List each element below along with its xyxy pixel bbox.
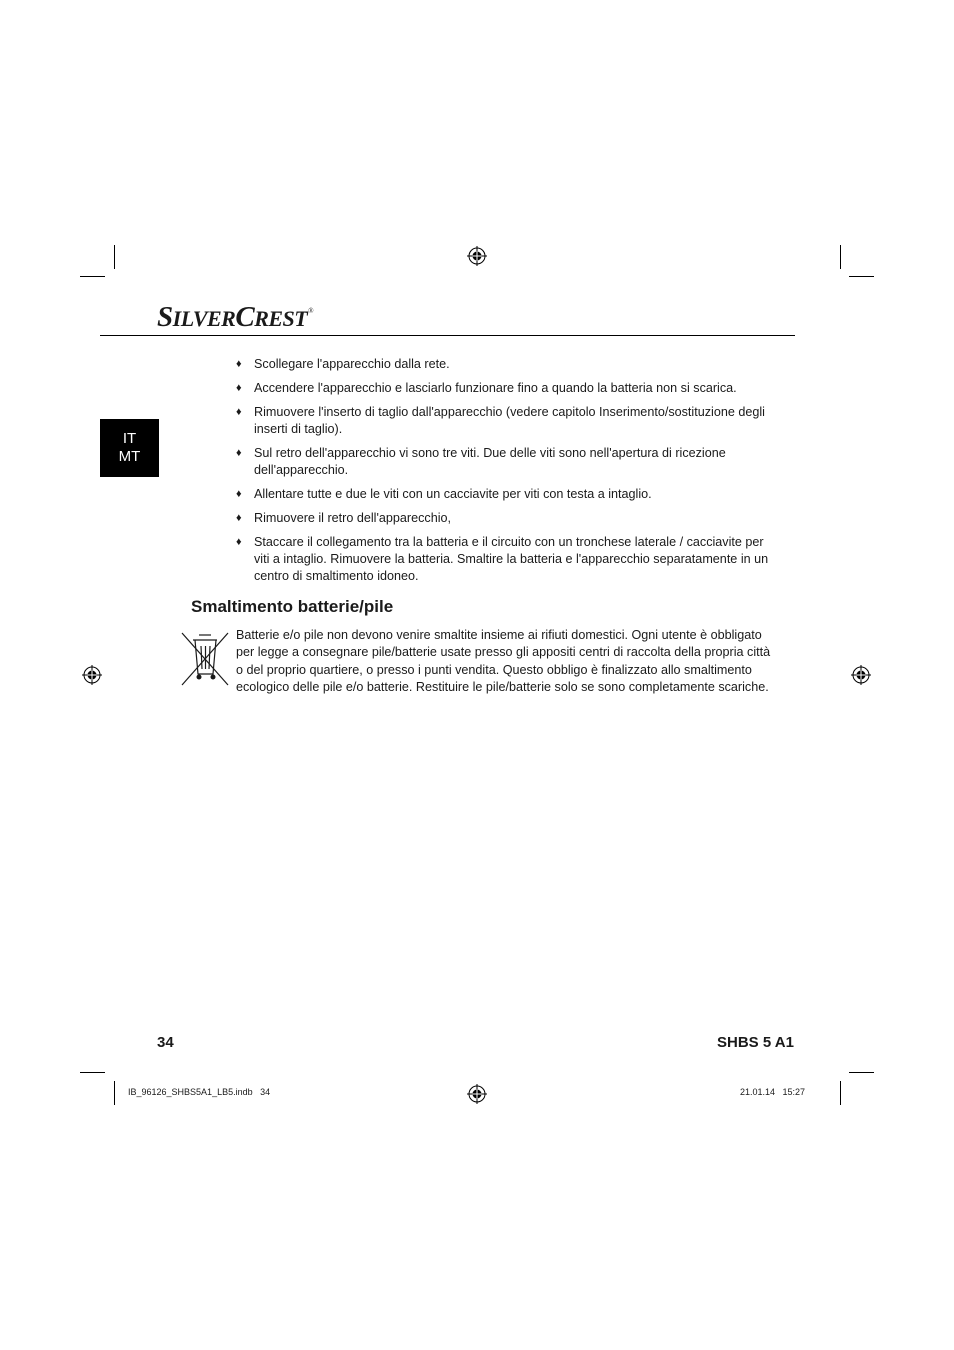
list-item-text: Staccare il collegamento tra la batteria e il circuito con un tronchese laterale / cacciavite per viti a intaglio. Rimuovere la batteria. Smaltire la batteria e l'apparecchio separatamente in un centro di smaltimento idoneo. bbox=[254, 535, 769, 583]
crop-mark bbox=[849, 1072, 874, 1073]
slug-date: 21.01.14 15:27 bbox=[739, 1087, 805, 1097]
list-item bbox=[236, 445, 776, 479]
registration-mark-icon bbox=[467, 246, 487, 266]
registered-mark: ® bbox=[308, 307, 314, 315]
crop-mark bbox=[114, 1081, 115, 1105]
list-item bbox=[236, 380, 776, 397]
list-item-text: Rimuovere il retro dell'apparecchio, bbox=[254, 511, 451, 525]
silvercrest-logo bbox=[157, 301, 312, 334]
instruction-list bbox=[236, 356, 776, 585]
diamond-bullet-icon: ♦ bbox=[236, 536, 242, 548]
crop-mark bbox=[840, 1081, 841, 1105]
list-item-text: Scollegare l'apparecchio dalla rete. bbox=[254, 357, 450, 371]
diamond-bullet-icon: ♦ bbox=[236, 382, 242, 394]
list-item-text: Accendere l'apparecchio e lasciarlo funzionare fino a quando la batteria non si scarica. bbox=[254, 381, 737, 395]
slug-file: IB_96126_SHBS5A1_LB5.indb 34 bbox=[128, 1087, 271, 1097]
list-item bbox=[236, 486, 776, 503]
list-item bbox=[236, 356, 776, 373]
crop-mark bbox=[80, 276, 105, 277]
language-code-it: IT bbox=[122, 430, 137, 447]
logo-text: ILVER bbox=[172, 306, 236, 331]
crop-mark bbox=[80, 1072, 105, 1073]
diamond-bullet-icon: ♦ bbox=[236, 512, 242, 524]
language-tab bbox=[100, 419, 159, 477]
registration-mark-icon bbox=[467, 1084, 487, 1104]
list-item-text: Allentare tutte e due le viti con un cacciavite per viti con testa a intaglio. bbox=[254, 487, 652, 501]
language-code-mt: MT bbox=[118, 448, 141, 465]
section-heading: Smaltimento batterie/pile bbox=[191, 597, 394, 616]
crop-mark bbox=[840, 245, 841, 269]
diamond-bullet-icon: ♦ bbox=[236, 358, 242, 370]
model-number: SHBS 5 A1 bbox=[717, 1034, 794, 1051]
list-item bbox=[236, 404, 776, 438]
registration-mark-icon bbox=[82, 665, 102, 685]
list-item bbox=[236, 510, 776, 527]
page-number: 34 bbox=[157, 1034, 174, 1051]
crop-mark bbox=[849, 276, 874, 277]
list-item bbox=[236, 534, 776, 585]
crop-mark bbox=[114, 245, 115, 269]
diamond-bullet-icon: ♦ bbox=[236, 447, 242, 459]
registration-mark-icon bbox=[851, 665, 871, 685]
diamond-bullet-icon: ♦ bbox=[236, 488, 242, 500]
header-rule bbox=[100, 335, 795, 336]
diamond-bullet-icon: ♦ bbox=[236, 406, 242, 418]
disposal-paragraph: Batterie e/o pile non devono venire smaltite insieme ai rifiuti domestici. Ogni utente è obbligato per legge a consegnare pile/batterie usate presso gli appositi centri di raccolta della propria città o del proprio quartiere, o presso i punti vendita. Questo obbligo è finalizzato allo smaltimento ecologico delle pile e/o batterie. Restituire le pile/batterie solo se sono completamente scariche. bbox=[236, 628, 771, 695]
logo-letter: S bbox=[157, 301, 173, 333]
list-item-text: Sul retro dell'apparecchio vi sono tre viti. Due delle viti sono nell'apertura di ricezione dell'apparecchio. bbox=[254, 446, 726, 477]
crossed-out-wheelie-bin-icon bbox=[180, 631, 230, 687]
logo-letter: C bbox=[235, 301, 255, 333]
list-item-text: Rimuovere l'inserto di taglio dall'apparecchio (vedere capitolo Inserimento/sostituzione degli inserti di taglio). bbox=[254, 405, 765, 436]
logo-text: REST bbox=[254, 306, 308, 331]
